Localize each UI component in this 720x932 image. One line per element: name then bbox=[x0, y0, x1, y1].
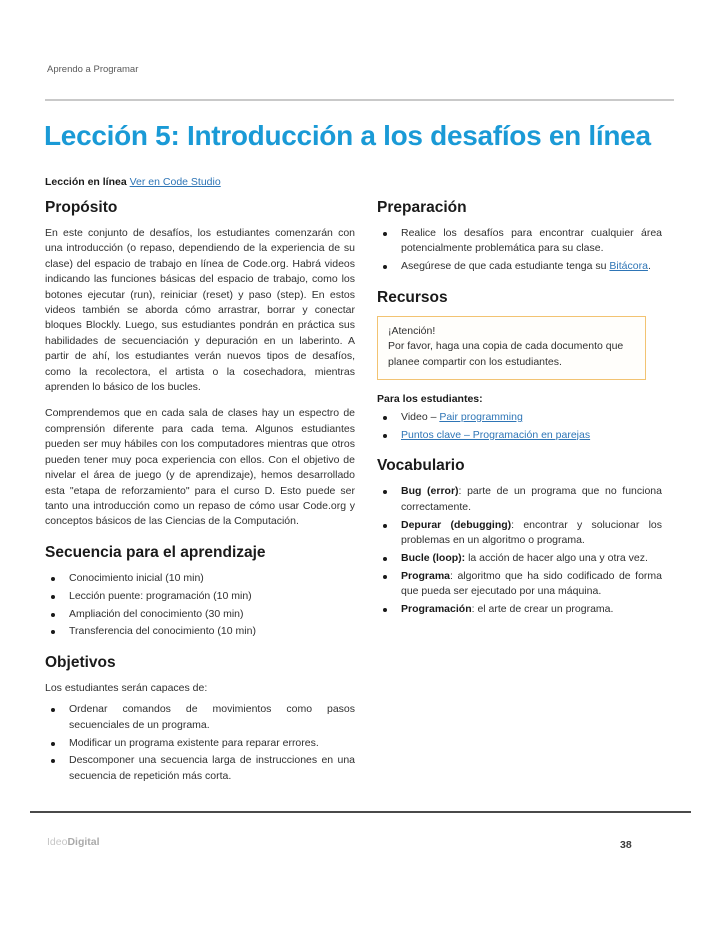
footer-logo bbox=[47, 836, 100, 848]
vocab-term: Programación bbox=[401, 603, 472, 616]
section-heading-vocabulario: Vocabulario bbox=[377, 457, 465, 475]
bitacora-text: Asegúrese de que cada estudiante tenga su bbox=[401, 260, 610, 273]
page-number: 38 bbox=[620, 839, 632, 851]
list-item: Descomponer una secuencia larga de instrucciones en una secuencia de repetición más corta. bbox=[45, 753, 355, 784]
section-heading-recursos: Recursos bbox=[377, 288, 448, 306]
attention-title: ¡Atención! bbox=[388, 324, 436, 337]
vocabulario-list bbox=[377, 484, 662, 617]
footer-divider bbox=[30, 811, 691, 813]
preparacion-list bbox=[377, 226, 662, 275]
video-prefix: Video – bbox=[401, 410, 440, 423]
list-item bbox=[377, 428, 662, 443]
left-column bbox=[45, 199, 355, 794]
list-item bbox=[377, 484, 662, 515]
proposito-paragraph-1: En este conjunto de desafíos, los estudiantes comenzarán con una introducción (o repaso, dependiendo de la experiencia de su clase) del espacio de trabajo en línea de Code.org. Habrá videos indicando las funciones básicas del espacio de trabajo, como los botones ejecutar (run), reiniciar (reset) y paso (step). En estos videos también se aborda cómo arrastrar, borrar y conectar bloques Blockly. Luego, sus estudiantes pondrán en práctica sus habilidades de secuenciación y depuración en un laberinto. A partir de ahí, los estudiantes verán nuevos tipos de desafíos, como la recolectora, el artista o la cosechadora, mientras aprenden lo básico de los bucles. bbox=[45, 227, 355, 394]
list-item: Ampliación del conocimiento (30 min) bbox=[45, 607, 355, 622]
list-item bbox=[377, 602, 662, 617]
list-item: Realice los desafíos para encontrar cualquier área potencialmente problemática para su clase. bbox=[377, 226, 662, 257]
pair-programming-link[interactable]: Pair programming bbox=[439, 410, 523, 423]
vocab-def: : encontrar y solucionar los problemas en un algoritmo o programa. bbox=[401, 518, 662, 546]
objetivos-list bbox=[45, 702, 355, 784]
vocab-term: Bucle (loop): bbox=[401, 551, 466, 564]
list-item bbox=[377, 569, 662, 600]
vocab-term: Depurar (debugging) bbox=[401, 518, 512, 531]
bitacora-link[interactable]: Bitácora bbox=[609, 260, 648, 273]
lesson-online-label: Lección en línea bbox=[45, 176, 127, 188]
list-item bbox=[377, 518, 662, 549]
section-heading-objetivos: Objetivos bbox=[45, 653, 116, 671]
right-column bbox=[377, 199, 662, 794]
attention-body: Por favor, haga una copia de cada documento que planee compartir con los estudiantes. bbox=[388, 340, 624, 368]
vocab-def: : algoritmo que ha sido codificado de forma que pueda ser ejecutado por una máquina. bbox=[401, 569, 662, 598]
vocab-def: : el arte de crear un programa. bbox=[471, 603, 614, 616]
section-heading-proposito: Propósito bbox=[45, 199, 118, 216]
vocab-term: Bug (error) bbox=[401, 485, 459, 498]
vocab-def: la acción de hacer algo una y otra vez. bbox=[465, 551, 648, 564]
header-divider bbox=[45, 99, 674, 101]
objetivos-intro: Los estudiantes serán capaces de: bbox=[45, 681, 208, 694]
list-item: Ordenar comandos de movimientos como pasos secuenciales de un programa. bbox=[45, 702, 355, 733]
students-label: Para los estudiantes: bbox=[377, 392, 483, 405]
content-columns bbox=[45, 199, 662, 794]
attention-box bbox=[377, 316, 646, 380]
list-item bbox=[377, 551, 662, 566]
list-item bbox=[377, 410, 662, 425]
bitacora-period: . bbox=[647, 260, 651, 273]
proposito-paragraph-2: Comprendemos que en cada sala de clases hay un espectro de comprensión diferente para cada tema. Algunos estudiantes pueden ser muy hábiles con los computadores mientras que otros pueden tener muy poca experiencia con ellos. Con el objetivo de nivelar el área de juego (y de aprendizaje), hemos desarrollado esta "etapa de reforzamiento" para el curso D. Esto puede ser tanto una introducción como un repaso de cómo usar Code.org y conceptos básicos de las Ciencias de la Computación. bbox=[45, 407, 355, 528]
students-list bbox=[377, 410, 662, 443]
vocab-term: Programa bbox=[401, 569, 451, 582]
document-header-text: Aprendo a Programar bbox=[47, 64, 139, 75]
list-item: Modificar un programa existente para reparar errores. bbox=[45, 736, 355, 751]
list-item: Lección puente: programación (10 min) bbox=[45, 589, 355, 604]
list-item: Conocimiento inicial (10 min) bbox=[45, 571, 355, 586]
footer-logo-digital: Digital bbox=[67, 836, 100, 848]
code-studio-link[interactable]: Ver en Code Studio bbox=[129, 176, 221, 188]
list-item: Transferencia del conocimiento (10 min) bbox=[45, 624, 355, 639]
lesson-online-line bbox=[45, 176, 221, 188]
section-heading-secuencia: Secuencia para el aprendizaje bbox=[45, 543, 266, 561]
vocab-def: : parte de un programa que no funciona correctamente. bbox=[401, 485, 662, 513]
secuencia-list bbox=[45, 571, 355, 640]
page-title: Lección 5: Introducción a los desafíos en línea bbox=[44, 120, 651, 151]
list-item bbox=[377, 259, 662, 274]
footer-logo-ideo: Ideo bbox=[47, 836, 68, 848]
puntos-clave-link[interactable]: Puntos clave – Programación en parejas bbox=[401, 428, 591, 441]
section-heading-preparacion: Preparación bbox=[377, 199, 467, 216]
